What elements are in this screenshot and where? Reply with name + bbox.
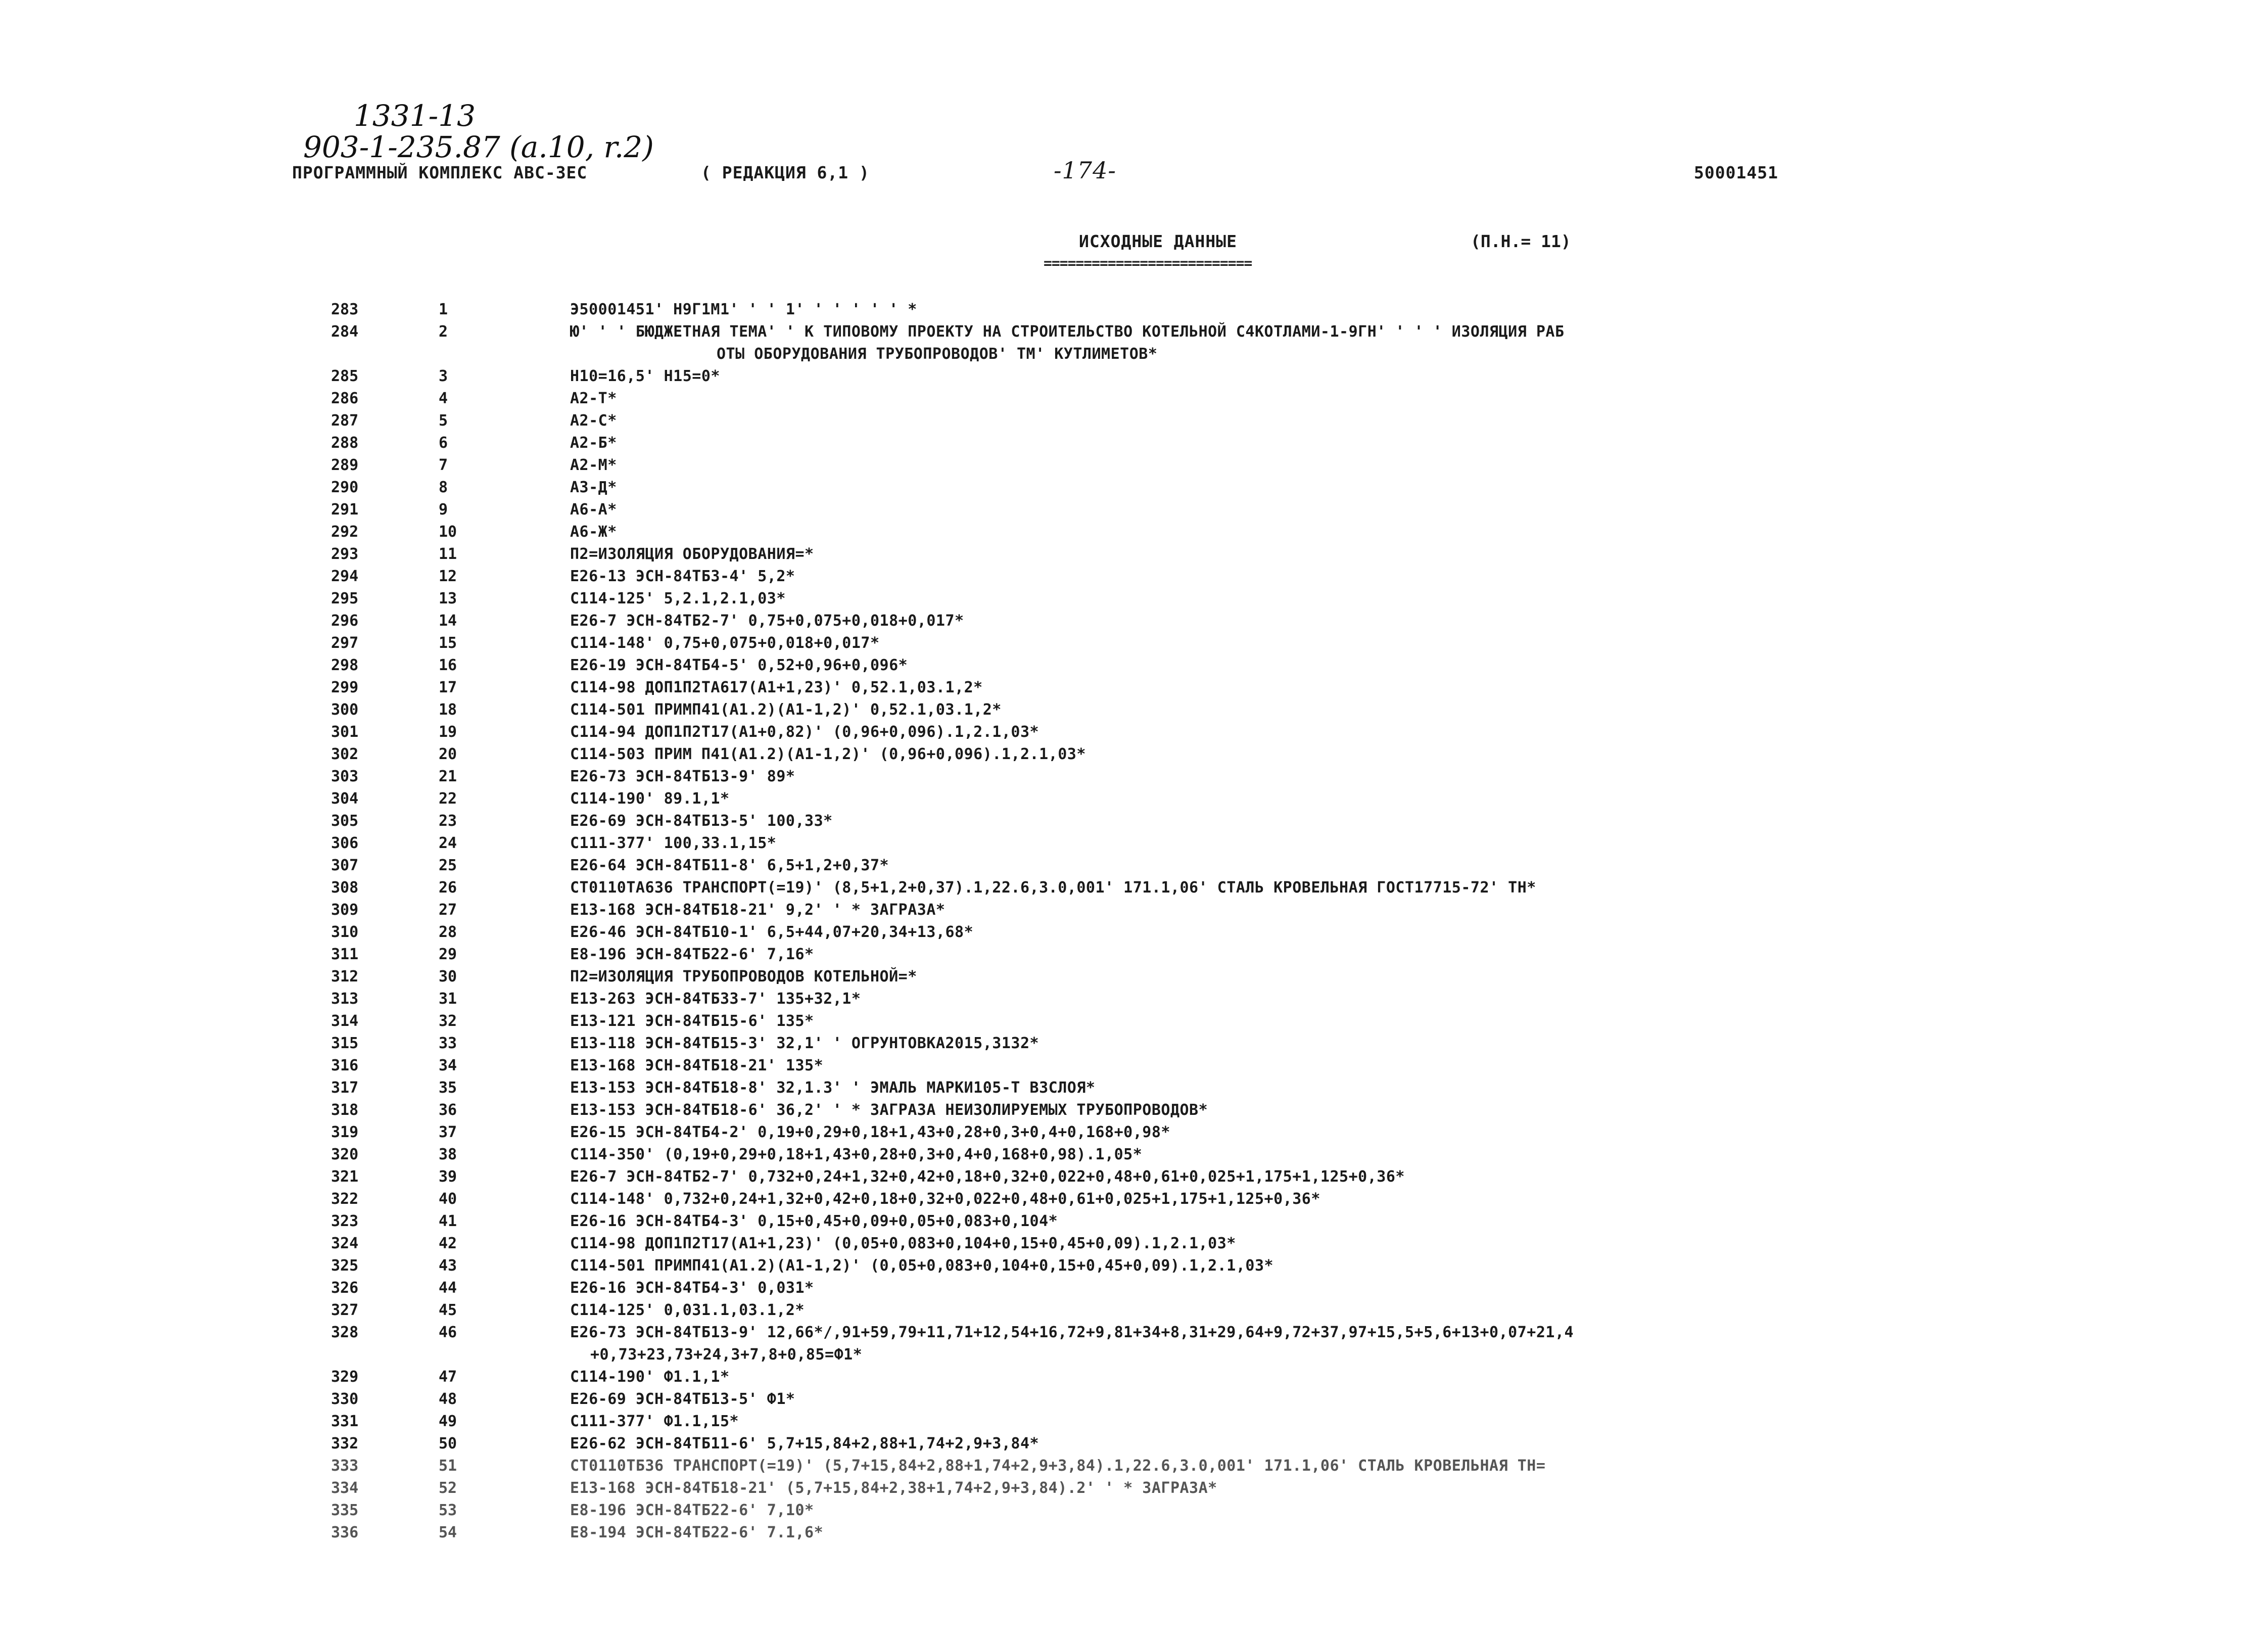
sequence-number: 51 [439,1457,457,1475]
listing-row [0,745,2268,768]
record-text: С114-501 ПРИМП41(А1.2)(А1-1,2)' (0,05+0,083+0,104+0,15+0,45+0,09).1,2.1,03* [570,1257,1274,1275]
record-text: С114-125' 5,2.1,2.1,03* [570,590,786,607]
handwritten-sheet-number: 1331-13 [354,99,476,133]
sequence-number: 16 [439,656,457,674]
listing-row [0,1079,2268,1101]
sequence-number: 5 [439,412,448,430]
listing-row [0,1101,2268,1123]
listing-row [0,1257,2268,1279]
line-number: 320 [331,1146,359,1163]
listing-row [0,834,2268,857]
record-text: Е26-69 ЭСН-84ТБ13-5' 100,33* [570,812,833,830]
listing-row [0,1057,2268,1079]
sequence-number: 19 [439,723,457,741]
record-text: С114-503 ПРИМ П41(А1.2)(А1-1,2)' (0,96+0,096).1,2.1,03* [570,745,1086,763]
document-code: 50001451 [1694,163,1778,182]
record-text: А2-Т* [570,390,617,407]
handwritten-project-reference: 903-1-235.87 (a.10, r.2) [303,130,654,164]
listing-row [0,1235,2268,1257]
listing-row [0,1212,2268,1235]
sequence-number: 37 [439,1123,457,1141]
line-number: 291 [331,501,359,519]
line-number: 333 [331,1457,359,1475]
record-text: С114-350' (0,19+0,29+0,18+1,43+0,28+0,3+0,4+0,168+0,98).1,05* [570,1146,1143,1163]
sequence-number: 40 [439,1190,457,1208]
listing-row [0,1457,2268,1479]
record-text-continuation: ОТЫ ОБОРУДОВАНИЯ ТРУБОПРОВОДОВ' ТМ' КУТЛИМЕТОВ* [717,345,1158,363]
sequence-number: 50 [439,1435,457,1452]
line-number: 314 [331,1012,359,1030]
sequence-number: 8 [439,479,448,496]
listing-row [0,946,2268,968]
record-text: Е26-16 ЭСН-84ТБ4-3' 0,031* [570,1279,814,1297]
listing-row [0,1368,2268,1390]
line-number: 294 [331,568,359,585]
record-text: Е26-7 ЭСН-84ТБ2-7' 0,732+0,24+1,32+0,42+0,18+0,32+0,022+0,48+0,61+0,025+1,175+1,125+0,36* [570,1168,1405,1186]
line-number: 303 [331,768,359,785]
sequence-number: 36 [439,1101,457,1119]
sequence-number: 47 [439,1368,457,1386]
line-number: 317 [331,1079,359,1097]
line-number: 336 [331,1524,359,1541]
listing-row [0,523,2268,545]
sequence-number: 24 [439,834,457,852]
line-number: 319 [331,1123,359,1141]
sequence-number: 48 [439,1390,457,1408]
line-number: 326 [331,1279,359,1297]
record-text: Ю' ' ' БЮДЖЕТНАЯ ТЕМА' ' К ТИПОВОМУ ПРОЕКТУ НА СТРОИТЕЛЬСТВО КОТЕЛЬНОЙ С4КОТЛАМИ-1-9ГН' ' ' ' ИЗОЛЯЦИЯ РАБ [570,323,1565,341]
line-number: 313 [331,990,359,1008]
line-number: 330 [331,1390,359,1408]
record-text: С114-190' Ф1.1,1* [570,1368,730,1386]
sequence-number: 38 [439,1146,457,1163]
sequence-number: 10 [439,523,457,541]
line-number: 283 [331,301,359,318]
listing-row [0,679,2268,701]
sequence-number: 14 [439,612,457,630]
listing-row [0,1502,2268,1524]
sequence-number: 29 [439,946,457,963]
sequence-number: 54 [439,1524,457,1541]
listing-row [0,323,2268,367]
line-number: 316 [331,1057,359,1074]
line-number: 302 [331,745,359,763]
sequence-number: 31 [439,990,457,1008]
line-number: 308 [331,879,359,897]
record-text: С114-94 ДОП1П2Т17(А1+0,82)' (0,96+0,096).1,2.1,03* [570,723,1040,741]
record-text: СТ0110ТБ36 ТРАНСПОРТ(=19)' (5,7+15,84+2,88+1,74+2,9+3,84).1,22.6,3.0,001' 171.1,06' СТАЛЬ КРОВЕЛЬНАЯ ТН= [570,1457,1546,1475]
sequence-number: 6 [439,434,448,452]
title-underline: ========================== [1044,255,1252,271]
sequence-number: 25 [439,857,457,874]
record-text: С111-377' 100,33.1,15* [570,834,777,852]
line-number: 335 [331,1502,359,1519]
listing-row [0,857,2268,879]
sequence-number: 43 [439,1257,457,1275]
line-number: 287 [331,412,359,430]
data-listing [0,301,2268,1546]
record-text: Е26-13 ЭСН-84ТБ3-4' 5,2* [570,568,795,585]
listing-row [0,1524,2268,1546]
listing-row [0,634,2268,656]
record-text: Е26-15 ЭСН-84ТБ4-2' 0,19+0,29+0,18+1,43+0,28+0,3+0,4+0,168+0,98* [570,1123,1170,1141]
record-text: А3-Д* [570,479,617,496]
line-number: 289 [331,456,359,474]
line-number: 309 [331,901,359,919]
line-number: 297 [331,634,359,652]
record-text: Е26-64 ЭСН-84ТБ11-8' 6,5+1,2+0,37* [570,857,889,874]
sequence-number: 18 [439,701,457,719]
line-number: 295 [331,590,359,607]
sequence-number: 34 [439,1057,457,1074]
record-text: П2=ИЗОЛЯЦИЯ ОБОРУДОВАНИЯ=* [570,545,814,563]
record-text: П2=ИЗОЛЯЦИЯ ТРУБОПРОВОДОВ КОТЕЛЬНОЙ=* [570,968,917,986]
record-text: С114-125' 0,031.1,03.1,2* [570,1301,805,1319]
line-number: 284 [331,323,359,341]
line-number: 321 [331,1168,359,1186]
section-title: ИСХОДНЫЕ ДАННЫЕ [1079,231,1238,251]
sequence-number: 30 [439,968,457,986]
sequence-number: 35 [439,1079,457,1097]
line-number: 298 [331,656,359,674]
listing-row [0,590,2268,612]
line-number: 322 [331,1190,359,1208]
sequence-number: 45 [439,1301,457,1319]
record-text: Е26-69 ЭСН-84ТБ13-5' Ф1* [570,1390,795,1408]
listing-row [0,1279,2268,1301]
sequence-number: 22 [439,790,457,808]
record-text: СТ0110ТА636 ТРАНСПОРТ(=19)' (8,5+1,2+0,37).1,22.6,3.0,001' 171.1,06' СТАЛЬ КРОВЕЛЬНАЯ ГОСТ17715-72' ТН* [570,879,1536,897]
listing-row [0,1435,2268,1457]
sequence-number: 13 [439,590,457,607]
line-number: 329 [331,1368,359,1386]
line-number: 327 [331,1301,359,1319]
line-number: 304 [331,790,359,808]
line-number: 307 [331,857,359,874]
sequence-number: 27 [439,901,457,919]
sequence-number: 9 [439,501,448,519]
sequence-number: 28 [439,923,457,941]
record-text: Е13-168 ЭСН-84ТБ18-21' (5,7+15,84+2,38+1,74+2,9+3,84).2' ' * ЗАГРАЗА* [570,1479,1217,1497]
record-text: Е26-73 ЭСН-84ТБ13-9' 89* [570,768,795,785]
record-text: Н10=16,5' Н15=0* [570,367,720,385]
line-number: 318 [331,1101,359,1119]
line-number: 290 [331,479,359,496]
listing-row [0,1146,2268,1168]
listing-row [0,1168,2268,1190]
line-number: 328 [331,1324,359,1341]
listing-row [0,612,2268,634]
record-text: Е13-168 ЭСН-84ТБ18-21' 9,2' ' * ЗАГРАЗА* [570,901,946,919]
record-text: Е13-168 ЭСН-84ТБ18-21' 135* [570,1057,824,1074]
edition-label: ( РЕДАКЦИЯ 6,1 ) [701,163,870,182]
line-number: 306 [331,834,359,852]
record-text: Е13-118 ЭСН-84ТБ15-3' 32,1' ' ОГРУНТОВКА2015,3132* [570,1035,1040,1052]
line-number: 332 [331,1435,359,1452]
record-text: С114-98 ДОП1П2ТА617(А1+1,23)' 0,52.1,03.1,2* [570,679,983,696]
record-text: Е26-62 ЭСН-84ТБ11-6' 5,7+15,84+2,88+1,74+2,9+3,84* [570,1435,1040,1452]
listing-row [0,390,2268,412]
sequence-number: 41 [439,1212,457,1230]
line-number: 299 [331,679,359,696]
record-text: Е26-7 ЭСН-84ТБ2-7' 0,75+0,075+0,018+0,017* [570,612,964,630]
listing-row [0,1301,2268,1324]
line-number: 286 [331,390,359,407]
listing-row [0,1413,2268,1435]
record-text-continuation: +0,73+23,73+24,3+7,8+0,85=Ф1* [590,1346,863,1364]
sequence-number: 26 [439,879,457,897]
listing-row [0,1190,2268,1212]
program-name: ПРОГРАММНЫЙ КОМПЛЕКС АВС-ЗЕС [292,163,588,182]
sequence-number: 15 [439,634,457,652]
sequence-number: 39 [439,1168,457,1186]
listing-row [0,367,2268,390]
line-number: 310 [331,923,359,941]
record-text: Е26-16 ЭСН-84ТБ4-3' 0,15+0,45+0,09+0,05+0,083+0,104* [570,1212,1058,1230]
record-text: С114-501 ПРИМП41(А1.2)(А1-1,2)' 0,52.1,03.1,2* [570,701,1002,719]
record-text: А2-С* [570,412,617,430]
listing-row [0,901,2268,923]
section-reference: (П.Н.= 11) [1471,231,1571,251]
sequence-number: 49 [439,1413,457,1430]
listing-row [0,701,2268,723]
record-text: С114-148' 0,732+0,24+1,32+0,42+0,18+0,32+0,022+0,48+0,61+0,025+1,175+1,125+0,36* [570,1190,1320,1208]
listing-row [0,479,2268,501]
listing-row [0,434,2268,456]
sequence-number: 33 [439,1035,457,1052]
line-number: 292 [331,523,359,541]
listing-row [0,768,2268,790]
line-number: 293 [331,545,359,563]
sequence-number: 12 [439,568,457,585]
record-text: А6-Ж* [570,523,617,541]
line-number: 288 [331,434,359,452]
sequence-number: 42 [439,1235,457,1252]
listing-row [0,879,2268,901]
line-number: 324 [331,1235,359,1252]
sequence-number: 32 [439,1012,457,1030]
listing-row [0,301,2268,323]
record-text: С114-190' 89.1,1* [570,790,730,808]
sequence-number: 3 [439,367,448,385]
record-text: Е8-196 ЭСН-84ТБ22-6' 7,10* [570,1502,814,1519]
line-number: 312 [331,968,359,986]
line-number: 323 [331,1212,359,1230]
record-text: А6-А* [570,501,617,519]
page-number: -174- [1054,157,1116,184]
listing-row [0,968,2268,990]
listing-row [0,1479,2268,1502]
listing-row [0,1390,2268,1413]
listing-row [0,990,2268,1012]
sequence-number: 4 [439,390,448,407]
line-number: 331 [331,1413,359,1430]
record-text: Э50001451' Н9Г1М1' ' ' 1' ' ' ' ' ' * [570,301,917,318]
record-text: Е26-46 ЭСН-84ТБ10-1' 6,5+44,07+20,34+13,68* [570,923,974,941]
sequence-number: 53 [439,1502,457,1519]
listing-row [0,790,2268,812]
record-text: Е26-19 ЭСН-84ТБ4-5' 0,52+0,96+0,096* [570,656,908,674]
record-text: Е13-263 ЭСН-84ТБ33-7' 135+32,1* [570,990,861,1008]
listing-row [0,568,2268,590]
line-number: 325 [331,1257,359,1275]
sequence-number: 7 [439,456,448,474]
record-text: Е13-153 ЭСН-84ТБ18-8' 32,1.3' ' ЭМАЛЬ МАРКИ105-Т ВЗСЛОЯ* [570,1079,1096,1097]
record-text: Е8-194 ЭСН-84ТБ22-6' 7.1,6* [570,1524,824,1541]
sequence-number: 46 [439,1324,457,1341]
listing-row [0,412,2268,434]
record-text: С114-98 ДОП1П2Т17(А1+1,23)' (0,05+0,083+0,104+0,15+0,45+0,09).1,2.1,03* [570,1235,1236,1252]
line-number: 311 [331,946,359,963]
sequence-number: 52 [439,1479,457,1497]
sequence-number: 23 [439,812,457,830]
record-text: А2-Б* [570,434,617,452]
listing-row [0,456,2268,479]
line-number: 300 [331,701,359,719]
sequence-number: 2 [439,323,448,341]
sequence-number: 20 [439,745,457,763]
listing-row [0,656,2268,679]
listing-row [0,1035,2268,1057]
record-text: Е8-196 ЭСН-84ТБ22-6' 7,16* [570,946,814,963]
line-number: 296 [331,612,359,630]
sequence-number: 44 [439,1279,457,1297]
line-number: 305 [331,812,359,830]
listing-row [0,723,2268,745]
record-text: С111-377' Ф1.1,15* [570,1413,739,1430]
line-number: 315 [331,1035,359,1052]
line-number: 285 [331,367,359,385]
listing-row [0,545,2268,568]
line-number: 334 [331,1479,359,1497]
listing-row [0,1123,2268,1146]
listing-row [0,1324,2268,1368]
record-text: А2-М* [570,456,617,474]
sequence-number: 17 [439,679,457,696]
line-number: 301 [331,723,359,741]
record-text: Е13-121 ЭСН-84ТБ15-6' 135* [570,1012,814,1030]
sequence-number: 1 [439,301,448,318]
sequence-number: 21 [439,768,457,785]
listing-row [0,1012,2268,1035]
record-text: С114-148' 0,75+0,075+0,018+0,017* [570,634,880,652]
listing-row [0,812,2268,834]
listing-row [0,501,2268,523]
sequence-number: 11 [439,545,457,563]
record-text: Е13-153 ЭСН-84ТБ18-6' 36,2' ' * ЗАГРАЗА НЕИЗОЛИРУЕМЫХ ТРУБОПРОВОДОВ* [570,1101,1208,1119]
listing-row [0,923,2268,946]
record-text: Е26-73 ЭСН-84ТБ13-9' 12,66*/,91+59,79+11,71+12,54+16,72+9,81+34+8,31+29,64+9,72+37,97+15,5+5,6+13+0,07+21,4 [570,1324,1574,1341]
